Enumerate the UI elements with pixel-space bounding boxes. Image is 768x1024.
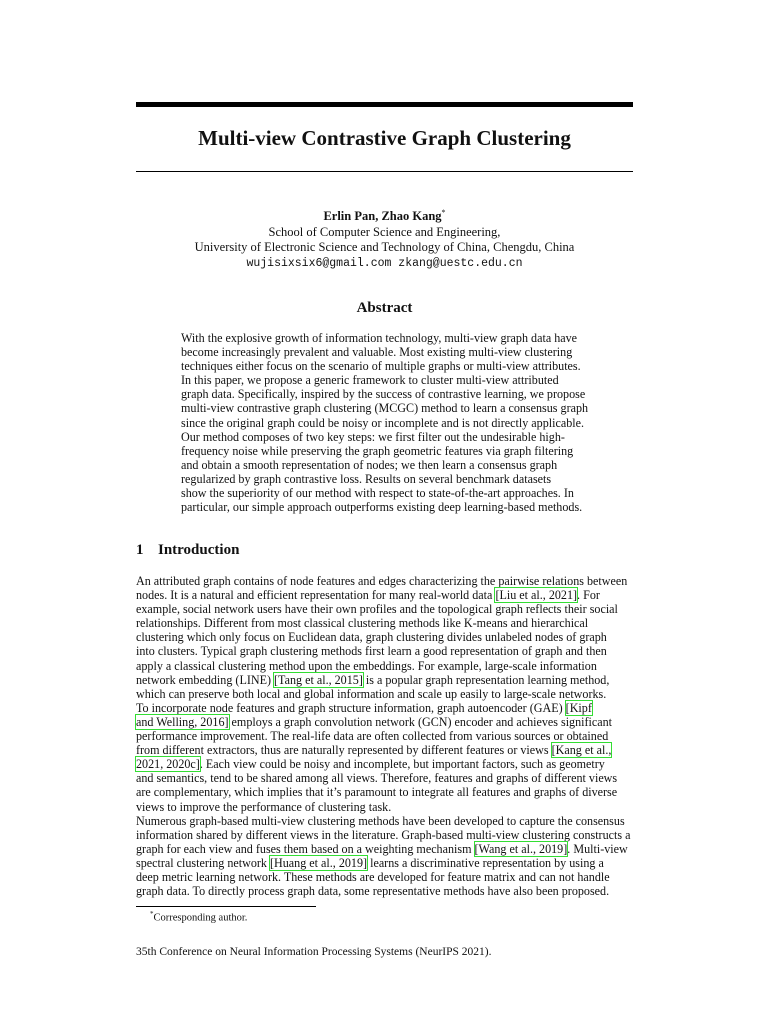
intro-line xyxy=(136,757,634,771)
intro-text: graph for each view and fuses them based on a weighting mechanism xyxy=(136,841,475,856)
abstract-body xyxy=(181,331,588,514)
footnote-mark: * xyxy=(150,910,154,918)
citation-link-wang[interactable]: [Wang et al., 2019] xyxy=(474,841,568,856)
author-block xyxy=(136,205,633,271)
intro-text: spectral clustering network xyxy=(136,855,270,870)
abstract-line: particular, our simple approach outperforms existing deep learning-based methods. xyxy=(181,500,583,515)
author-department: School of Computer Science and Engineering, xyxy=(268,224,501,239)
intro-line: and semantics, tend to be shared among all views. Therefore, features and graphs of different views xyxy=(136,771,618,786)
intro-line: are complementary, which implies that it’s paramount to integrate all features and graphs of diverse xyxy=(136,785,618,800)
intro-text: learns a discriminative representation by using a xyxy=(367,855,604,870)
intro-line: graph data. To directly process graph data, some representative methods have also been proposed. xyxy=(136,884,610,899)
abstract-line: techniques either focus on the scenario of multiple graphs or multi-view attributes. xyxy=(181,359,581,374)
abstract-line: become increasingly prevalent and valuable. Most existing multi-view clustering xyxy=(181,345,573,360)
abstract-line: graph data. Specifically, inspired by the success of contrastive learning, we propose xyxy=(181,387,586,402)
intro-line: example, social network users have their own profiles and the topological graph reflects their social xyxy=(136,602,618,617)
author-names-line xyxy=(136,205,633,225)
title-top-rule xyxy=(136,102,633,107)
introduction-body xyxy=(136,574,634,898)
author-emails: wujisixsix6@gmail.com zkang@uestc.edu.cn xyxy=(246,256,523,270)
section-number: 1 xyxy=(136,542,144,558)
citation-link-liu[interactable]: [Liu et al., 2021] xyxy=(495,588,578,603)
footnote xyxy=(150,908,247,925)
intro-text: nodes. It is a natural and efficient representation for many real-world data xyxy=(136,588,496,603)
citation-link-huang[interactable]: [Huang et al., 2019] xyxy=(270,855,368,870)
abstract-line: Our method composes of two key steps: we first filter out the undesirable high- xyxy=(181,429,565,444)
intro-line: deep metric learning network. These methods are developed for feature matrix and can not handle xyxy=(136,869,610,884)
abstract-line: In this paper, we propose a generic framework to cluster multi-view attributed xyxy=(181,373,559,388)
intro-line: performance improvement. The real-life data are often collected from various sources or obtained xyxy=(136,729,609,744)
intro-text: . Multi-view xyxy=(567,841,628,856)
abstract-line: multi-view contrastive graph clustering (MCGC) method to learn a consensus graph xyxy=(181,401,589,416)
conference-footer: 35th Conference on Neural Information Processing Systems (NeurIPS 2021). xyxy=(136,946,492,958)
author-university: University of Electronic Science and Technology of China, Chengdu, China xyxy=(194,240,575,255)
intro-text: from different extractors, thus are naturally represented by different features or views xyxy=(136,743,552,758)
intro-line: information shared by different views in the literature. Graph-based multi-view clustering constructs a xyxy=(136,827,631,842)
intro-line: into clusters. Typical graph clustering methods first learn a good representation of graph and then xyxy=(136,644,607,659)
abstract-line: frequency noise while preserving the graph geometric features via graph filtering xyxy=(181,443,574,458)
intro-line: relationships. Different from most classical clustering methods like K-means and hierarchical xyxy=(136,616,589,631)
title-bottom-rule xyxy=(136,171,633,172)
intro-line: clustering which only focus on Euclidean data, graph clustering divides unlabeled nodes of graph xyxy=(136,630,607,645)
intro-line: views to improve the performance of clustering task. xyxy=(136,799,392,814)
intro-line: which can preserve both local and global information and scale up easily to large-scale networks. xyxy=(136,686,607,701)
intro-text: . For xyxy=(577,588,600,603)
intro-line: Numerous graph-based multi-view clustering methods have been developed to capture the consensus xyxy=(136,813,625,828)
author-names: Erlin Pan, Zhao Kang xyxy=(323,209,442,224)
footnote-text: Corresponding author. xyxy=(153,912,248,924)
intro-line: An attributed graph contains of node features and edges characterizing the pairwise relations between xyxy=(136,574,628,588)
abstract-line: regularized by graph contrastive loss. Results on several benchmark datasets xyxy=(181,471,552,486)
abstract-line: With the explosive growth of information technology, multi-view graph data have xyxy=(181,331,578,345)
corresponding-mark: * xyxy=(441,208,446,217)
citation-link-kang[interactable]: [Kang et al., xyxy=(551,743,612,758)
intro-line xyxy=(136,715,634,729)
citation-link-kang-cont[interactable]: 2021, 2020c] xyxy=(136,757,200,772)
intro-text: To incorporate node features and graph structure information, graph autoencoder (GAE) xyxy=(136,700,566,715)
intro-line: apply a classical clustering method upon the embeddings. For example, large-scale information xyxy=(136,658,597,673)
section-title: Introduction xyxy=(158,542,240,558)
intro-line xyxy=(136,588,634,602)
intro-line xyxy=(136,842,634,856)
paper-title: Multi-view Contrastive Graph Clustering xyxy=(198,126,571,150)
section-heading-introduction xyxy=(136,540,239,560)
intro-text: network embedding (LINE) xyxy=(136,672,275,687)
intro-line xyxy=(136,856,634,870)
citation-link-kipf[interactable]: [Kipf xyxy=(565,700,592,715)
abstract-line: and obtain a smooth representation of nodes; we then learn a consensus graph xyxy=(181,457,558,472)
abstract-line: show the superiority of our method with respect to state-of-the-art approaches. In xyxy=(181,486,574,501)
citation-link-tang[interactable]: [Tang et al., 2015] xyxy=(274,672,363,687)
footnote-rule xyxy=(136,906,316,907)
abstract-line: since the original graph could be noisy or incomplete and is not directly applicable. xyxy=(181,415,585,430)
intro-text: employs a graph convolution network (GCN) encoder and achieves significant xyxy=(228,714,613,729)
intro-line xyxy=(136,673,634,687)
citation-link-kipf-cont[interactable]: and Welling, 2016] xyxy=(136,714,229,729)
abstract-heading: Abstract xyxy=(356,300,413,316)
intro-text: . Each view could be noisy and incomplete, but important factors, such as geometry xyxy=(199,757,605,772)
intro-line xyxy=(136,743,634,757)
intro-line xyxy=(136,701,634,715)
intro-text: is a popular graph representation learning method, xyxy=(362,672,610,687)
